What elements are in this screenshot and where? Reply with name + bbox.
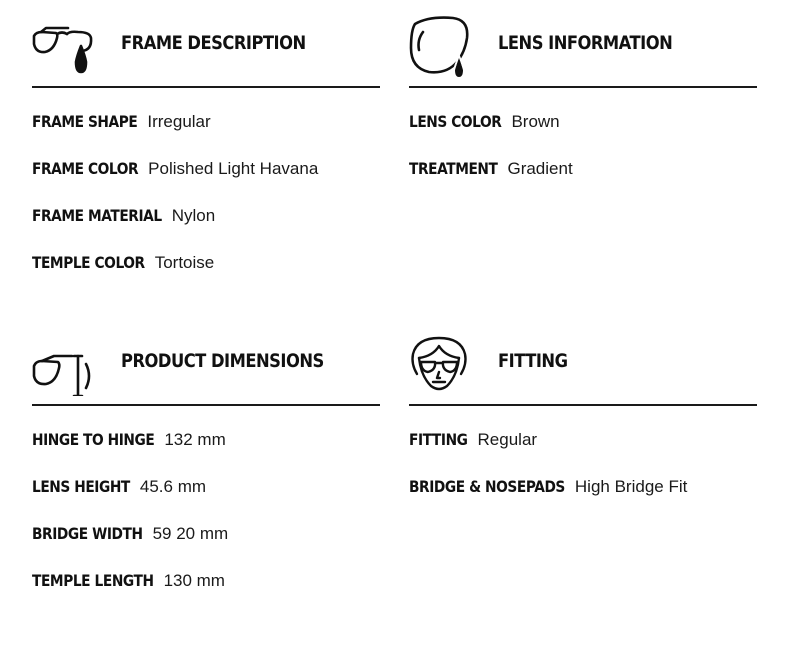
- spec-row-frame-color: [32, 159, 380, 206]
- lens-information-section: [409, 0, 757, 206]
- frame-description-section: [32, 0, 380, 300]
- spec-label: TEMPLE LENGTH: [32, 571, 154, 590]
- spec-value: Regular: [477, 430, 538, 449]
- spec-row-hinge-to-hinge: [32, 430, 380, 477]
- product-dimensions-section: [32, 318, 380, 618]
- spec-row-bridge-nosepads: [409, 477, 757, 524]
- spec-label: LENS HEIGHT: [32, 477, 130, 496]
- product-dimensions-header: [32, 318, 380, 406]
- fitting-section: [409, 318, 757, 524]
- spec-label: TEMPLE COLOR: [32, 253, 145, 272]
- spec-label: BRIDGE & NOSEPADS: [409, 477, 565, 496]
- spec-value: Tortoise: [154, 253, 215, 272]
- spec-value: 132 mm: [164, 430, 226, 449]
- spec-value: Polished Light Havana: [148, 159, 319, 178]
- lens-drop-icon: [409, 16, 471, 78]
- spec-label: BRIDGE WIDTH: [32, 524, 143, 543]
- spec-label: TREATMENT: [409, 159, 498, 178]
- fitting-header: [409, 318, 757, 406]
- spec-row-temple-length: [32, 571, 380, 618]
- spec-row-bridge-width: [32, 524, 380, 571]
- spec-row-frame-shape: [32, 112, 380, 159]
- spec-list: [409, 88, 757, 206]
- spec-list: [32, 406, 380, 618]
- spec-row-treatment: [409, 159, 757, 206]
- spec-value: Gradient: [507, 159, 573, 178]
- spec-row-lens-height: [32, 477, 380, 524]
- spec-row-frame-material: [32, 206, 380, 253]
- spec-label: LENS COLOR: [409, 112, 502, 131]
- glasses-measure-icon: [32, 334, 94, 396]
- section-title: PRODUCT DIMENSIONS: [121, 350, 324, 372]
- spec-row-fitting: [409, 430, 757, 477]
- spec-list: [32, 88, 380, 300]
- spec-value: Nylon: [171, 206, 216, 225]
- spec-value: Brown: [511, 112, 560, 131]
- spec-label: FRAME COLOR: [32, 159, 139, 178]
- frame-description-header: [32, 0, 380, 88]
- spec-list: [409, 406, 757, 524]
- section-title: FRAME DESCRIPTION: [121, 32, 306, 54]
- spec-row-lens-color: [409, 112, 757, 159]
- spec-label: FITTING: [409, 430, 468, 449]
- spec-value: High Bridge Fit: [574, 477, 688, 496]
- spec-value: Irregular: [147, 112, 211, 131]
- spec-label: HINGE TO HINGE: [32, 430, 155, 449]
- aviator-glasses-drop-icon: [32, 16, 94, 78]
- face-with-glasses-icon: [409, 334, 471, 396]
- spec-value: 130 mm: [163, 571, 225, 590]
- spec-value: 59 20 mm: [152, 524, 229, 543]
- spec-row-temple-color: [32, 253, 380, 300]
- section-title: LENS INFORMATION: [498, 32, 673, 54]
- lens-information-header: [409, 0, 757, 88]
- spec-label: FRAME SHAPE: [32, 112, 138, 131]
- section-title: FITTING: [498, 350, 568, 372]
- spec-label: FRAME MATERIAL: [32, 206, 162, 225]
- spec-value: 45.6 mm: [139, 477, 207, 496]
